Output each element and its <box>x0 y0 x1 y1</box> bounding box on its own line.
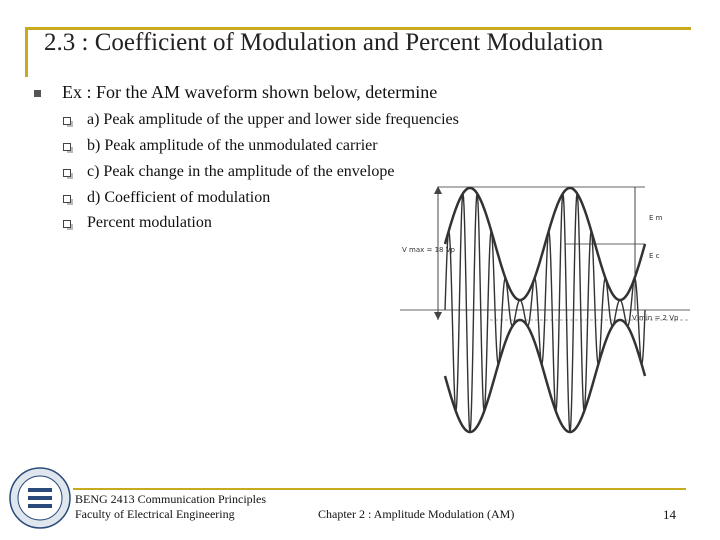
sub-bullet-marker-icon <box>63 117 71 125</box>
ec-label: E c <box>649 252 660 260</box>
vmax-label: V max = 18 Vp <box>402 246 455 254</box>
title-frame-left <box>25 27 28 77</box>
sub-bullet-marker-icon <box>63 169 71 177</box>
slide-title: 2.3 : Coefficient of Modulation and Percent Modulation <box>44 29 604 56</box>
sub-bullet-b: b) Peak amplitude of the unmodulated carrier <box>87 137 378 154</box>
vmin-label: V min = 2 Vp <box>632 314 679 322</box>
footer-divider <box>73 488 686 490</box>
sub-bullet-marker-icon <box>63 220 71 228</box>
sub-bullet-c: c) Peak change in the amplitude of the envelope <box>87 163 395 180</box>
footer-faculty: Faculty of Electrical Engineering <box>75 507 235 521</box>
main-bullet-text: Ex : For the AM waveform shown below, determine <box>62 82 438 102</box>
am-waveform-figure <box>400 180 690 470</box>
main-bullet-marker <box>34 90 41 97</box>
sub-bullet-a: a) Peak amplitude of the upper and lower side frequencies <box>87 111 459 128</box>
sub-bullet-marker-icon <box>63 195 71 203</box>
sub-bullet-d: d) Coefficient of modulation <box>87 189 271 206</box>
carrier-wave <box>445 194 645 432</box>
sub-bullet-marker-icon <box>63 143 71 151</box>
footer-chapter: Chapter 2 : Amplitude Modulation (AM) <box>318 507 515 521</box>
sub-bullet-e: Percent modulation <box>87 214 212 231</box>
footer-course: BENG 2413 Communication Principles <box>75 492 266 506</box>
em-label: E m <box>649 214 663 222</box>
university-logo-icon <box>8 466 72 530</box>
page-number: 14 <box>663 507 676 522</box>
envelope-curve-lower <box>445 320 645 432</box>
